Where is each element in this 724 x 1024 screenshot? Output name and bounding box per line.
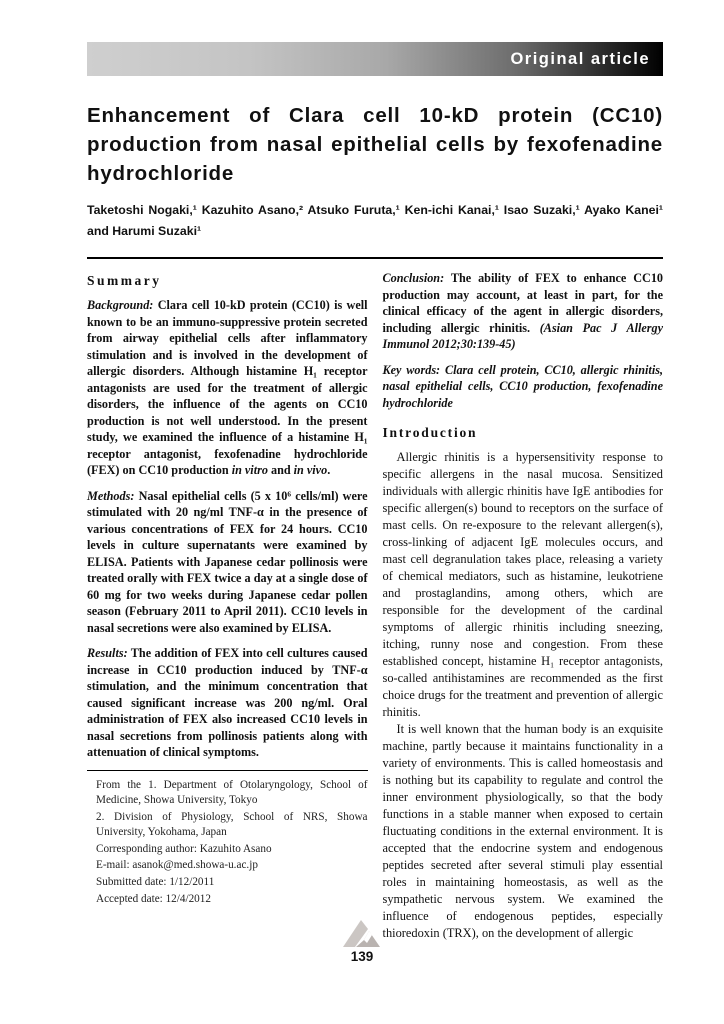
keywords-text: Clara cell protein, CC10, allergic rhinitis, nasal epithelial cells, CC10 production, fexofenadine hydrochloride xyxy=(382,362,663,410)
results-text: The addition of FEX into cell cultures caused increase in CC10 production induced by TNF-α stimulation, and the minimum concentration that caused significant increase was 200 ng/ml. Oral administration of FEX also increased CC10 levels in nasal secretions from pollinosis patients along with attenuation of clinical symptoms. xyxy=(87,646,368,759)
journal-logo-icon xyxy=(341,918,383,948)
affiliation-footnote xyxy=(87,778,368,908)
summary-background-paragraph xyxy=(87,297,368,479)
footnote-divider xyxy=(87,770,368,771)
background-label: Background: xyxy=(87,298,154,312)
left-column xyxy=(87,270,368,942)
article-type-label: Original article xyxy=(510,49,650,68)
right-column xyxy=(383,270,664,942)
corresponding-author-line: Corresponding author: Kazuhito Asano xyxy=(96,842,272,855)
background-period: . xyxy=(327,463,331,477)
page-number: 139 xyxy=(350,949,374,964)
summary-methods-paragraph xyxy=(87,488,368,637)
methods-text: Nasal epithelial cells (5 x 10⁶ cells/ml) were stimulated with 20 ng/ml TNF-α in the presence of various concentrations of FEX for 24 hours. CC10 levels in culture supernatants were examined by ELISA. Patients with Japanese cedar pollinosis were treated orally with FEX twice a day at a single dose of 60 mg for two weeks during Japanese cedar pollen season (February 2011 to April 2011). CC10 levels in nasal secretions were also examined by ELISA. xyxy=(87,488,368,635)
summary-results-paragraph xyxy=(87,645,368,761)
in-vivo-phrase: in vivo xyxy=(293,463,328,477)
email-line: E-mail: asanok@med.showa-u.ac.jp xyxy=(96,859,258,872)
conclusion-text: The ability of FEX to enhance CC10 production may account, at least in part, for the clinical efficacy of the agent in allergic disorders, including allergic rhinitis. xyxy=(382,271,663,335)
two-column-body xyxy=(87,270,663,942)
keywords-label: Key words: xyxy=(382,362,441,377)
introduction-heading: Introduction xyxy=(382,425,478,440)
journal-citation: (Asian Pac J Allergy Immunol 2012;30:139-45) xyxy=(382,320,663,351)
accepted-date-line: Accepted date: 12/4/2012 xyxy=(96,892,211,905)
introduction-paragraph-1: Allergic rhinitis is a hypersensitivity response to specific allergens in the nasal mucosa. Sensitized individuals with allergic rhinitis have IgE antibodies for specific allergen(s) bound to receptors on the surface of mast cells. On re-exposure to the relevant allergen(s), cross-linking of adjacent IgE molecules occurs, and mast cell degranulation takes place, releasing a variety of chemical mediators, such as histamine, leukotriene and prostaglandins, among others, which are responsible for the development of the cardinal symptoms of allergic rhinitis including sneezing, itching, runny nose and congestion. From these established concept, histamine H₁ receptor antagonists, so-called antihistamines are recommended as the first choice drugs for the treatment and prevention of allergic rhinitis. xyxy=(382,450,663,719)
keywords-paragraph xyxy=(383,362,664,412)
header-divider xyxy=(87,257,663,259)
introduction-paragraph-2: It is well known that the human body is an exquisite machine, partly because it maintains functionality in a variety of environments. This is called homeostasis and is nothing but its capability to regulate and control the inner environment physiologically, so that the body functions in a stable manner when exposed to certain fluctuating conditions in the external environment. It is accepted that the endocrine system and endogenous peptides secreted after several stimuli play essential roles in maintaining homeostasis, as well as the sympathetic nervous system. We examined the influence of endogenous peptides, especially thioredoxin (TRX), on the development of allergic xyxy=(382,722,663,940)
in-vitro-phrase: in vitro xyxy=(231,463,268,477)
article-type-banner xyxy=(87,42,663,76)
conclusion-label: Conclusion: xyxy=(382,271,445,285)
summary-conclusion-paragraph xyxy=(383,270,664,353)
affiliation-line-2: 2. Division of Physiology, School of NRS, Showa University, Yokohama, Japan xyxy=(96,810,368,839)
submitted-date-line: Submitted date: 1/12/2011 xyxy=(96,876,215,889)
article-title: Enhancement of Clara cell 10-kD protein (CC10) production from nasal epithelial cells by fexofenadine hydrochloride xyxy=(87,104,663,185)
methods-label: Methods: xyxy=(87,488,135,503)
background-joiner: and xyxy=(270,463,291,477)
affiliation-line-1: From the 1. Department of Otolaryngology, School of Medicine, Showa University, Tokyo xyxy=(96,778,368,807)
page-footer xyxy=(0,918,724,964)
results-label: Results: xyxy=(87,646,128,660)
summary-heading: Summary xyxy=(87,273,162,288)
background-text: Clara cell 10-kD protein (CC10) is well known to be an immuno-suppressive protein secreted from airway epithelial cells after inflammatory stimulation and is involved in the development of allergic disorders. Although histamine H₁ receptor antagonists are used for the treatment of allergic disorders, the influence of the agents on CC10 production is not well understood. In the present study, we examined the influence of a histamine H₁ receptor antagonist, fexofenadine hydrochloride (FEX) on CC10 production xyxy=(87,298,368,477)
author-list: Taketoshi Nogaki,¹ Kazuhito Asano,² Atsuko Furuta,¹ Ken-ichi Kanai,¹ Isao Suzaki,¹ Ayako Kanei¹ and Harumi Suzaki¹ xyxy=(87,203,663,238)
